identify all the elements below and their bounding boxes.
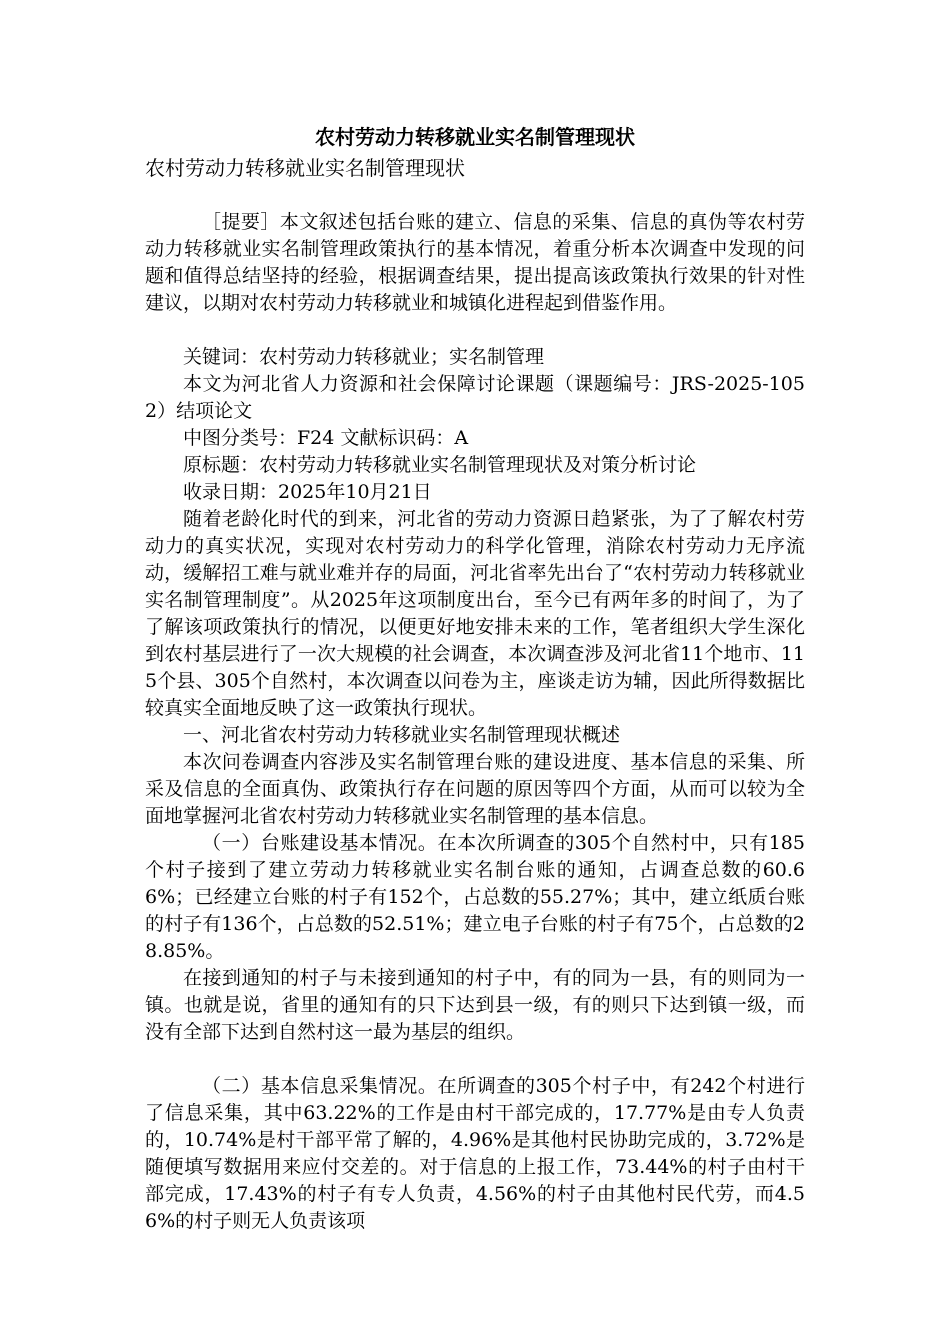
- abstract-paragraph: ［提要］本文叙述包括台账的建立、信息的采集、信息的真伪等农村劳动力转移就业实名制管理政策执行的基本情况，着重分析本次调查中发现的问题和值得总结坚持的经验，根据调查结果，提出提高该政策执行效果的针对性建议，以期对农村劳动力转移就业和城镇化进程起到借鉴作用。: [145, 211, 805, 314]
- subsection-info-paragraph: （二）基本信息采集情况。在所调查的305个村子中，有242个村进行了信息采集，其中63.22%的工作是由村干部完成的，17.77%是由专人负责的，10.74%是村干部平常了解的，4.96%是其他村民协助完成的，3.72%是随便填写数据用来应付交差的。对于信息的上报工作，73.44%的村子由村干部完成，17.43%的村子有专人负责，4.56%的村子由其他村民代劳，而4.56%的村子则无人负责该项: [145, 1075, 805, 1232]
- section-body-paragraph: 本次问卷调查内容涉及实名制管理台账的建设进度、基本信息的采集、所采及信息的全面真伪、政策执行存在问题的原因等四个方面，从而可以较为全面地掌握河北省农村劳动力转移就业实名制管理的基本信息。: [145, 751, 805, 827]
- funding-note: 本文为河北省人力资源和社会保障讨论课题（课题编号：JRS-2025-1052）结项论文: [145, 373, 805, 422]
- document-title: 农村劳动力转移就业实名制管理现状: [315, 125, 635, 149]
- subsection-ledger-note: 在接到通知的村子与未接到通知的村子中，有的同为一县，有的则同为一镇。也就是说，省里的通知有的只下达到县一级，有的则只下达到镇一级，而没有全部下达到自然村这一最为基层的组织。: [145, 967, 805, 1043]
- intro-paragraph: 随着老龄化时代的到来，河北省的劳动力资源日趋紧张，为了了解农村劳动力的真实状况，实现对农村劳动力的科学化管理，消除农村劳动力无序流动，缓解招工难与就业难并存的局面，河北省率先出台了“农村劳动力转移就业实名制管理制度”。从2025年这项制度出台，至今已有两年多的时间了，为了了解该项政策执行的情况，以便更好地安排未来的工作，笔者组织大学生深化到农村基层进行了一次大规模的社会调查，本次调查涉及河北省11个地市、115个县、305个自然村，本次调查以问卷为主，座谈走访为辅，因此所得数据比较真实全面地反映了这一政策执行现状。: [145, 508, 805, 719]
- received-date-line: 收录日期：2025年10月21日: [183, 481, 432, 503]
- spacer: [145, 182, 805, 209]
- section-heading: 一、河北省农村劳动力转移就业实名制管理现状概述: [183, 724, 621, 746]
- spacer: [145, 317, 805, 344]
- subsection-ledger-paragraph: （一）台账建设基本情况。在本次所调查的305个自然村中，只有185个村子接到了建立劳动力转移就业实名制台账的通知，占调查总数的60.66%；已经建立台账的村子有152个，占总数的55.27%；其中，建立纸质台账的村子有136个，占总数的52.51%；建立电子台账的村子有75个，占总数的28.85%。: [145, 832, 805, 962]
- document-subtitle: 农村劳动力转移就业实名制管理现状: [145, 156, 465, 180]
- spacer: [145, 1046, 805, 1073]
- document-page: [145, 120, 805, 1235]
- keywords-line: 关键词：农村劳动力转移就业；实名制管理: [183, 346, 545, 368]
- classification-line: 中图分类号：F24 文献标识码：A: [183, 427, 469, 449]
- original-title-line: 原标题：农村劳动力转移就业实名制管理现状及对策分析讨论: [183, 454, 697, 476]
